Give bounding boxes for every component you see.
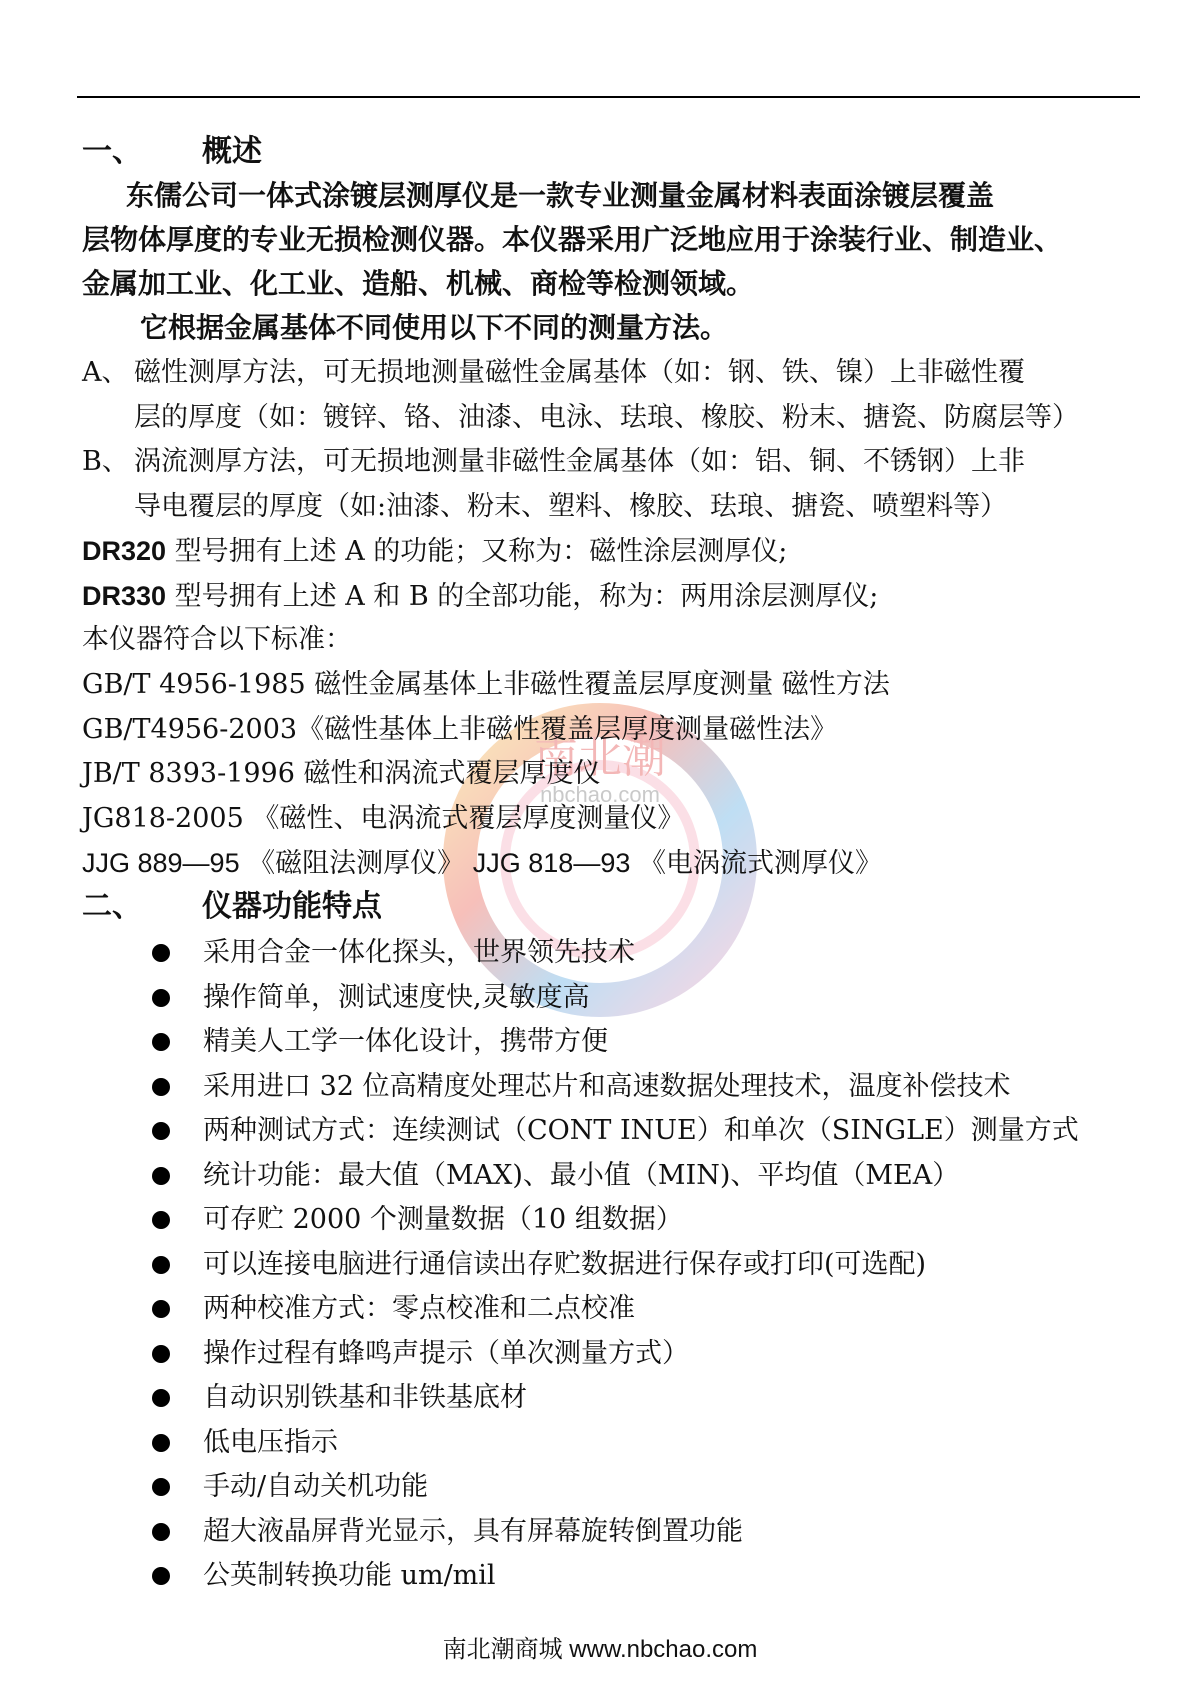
bullet-icon (152, 1523, 170, 1541)
section1-title: 概述 (202, 134, 262, 169)
feature-item: 采用进口 32 位高精度处理芯片和高速数据处理技术，温度补偿技术 (203, 1070, 1011, 1102)
model-dr320-code: DR320 (82, 536, 167, 566)
bullet-icon (152, 989, 170, 1007)
standard-jjg (82, 845, 882, 882)
bullet-icon (152, 1434, 170, 1452)
model-dr330-text: 型号拥有上述 A 和 B 的全部功能，称为：两用涂层测厚仪; (166, 581, 879, 612)
watermark-url-text: nbchao.com (540, 782, 660, 807)
jjg-818-name: 《电涡流式测厚仪》 (630, 848, 882, 879)
model-dr330 (82, 578, 878, 615)
jjg-818-code: JJG 818—93 (472, 848, 631, 878)
method-a (82, 355, 1025, 391)
feature-item: 手动/自动关机功能 (203, 1471, 429, 1502)
feature-item: 操作简单，测试速度快,灵敏度高 (203, 981, 590, 1013)
bullet-icon (152, 1478, 170, 1496)
intro-line-1: 东儒公司一体式涂镀层测厚仪是一款专业测量金属材料表面涂镀层覆盖 (126, 179, 995, 212)
feature-item: 两种校准方式：零点校准和二点校准 (203, 1293, 635, 1324)
bullet-icon (152, 1256, 170, 1274)
bullet-icon (152, 1300, 170, 1318)
footer: 南北潮商城 www.nbchao.com (442, 1636, 758, 1663)
method-a-line2: 层的厚度（如：镀锌、铬、油漆、电泳、珐琅、橡胶、粉末、搪瓷、防腐层等） (134, 402, 1079, 433)
standard-2: GB/T4956-2003《磁性基体上非磁性覆盖层厚度测量磁性法》 (82, 714, 838, 745)
feature-item: 采用合金一体化探头，世界领先技术 (203, 937, 635, 968)
method-b (82, 444, 1025, 480)
bullet-icon (152, 944, 170, 962)
model-dr320 (82, 533, 787, 570)
feature-item: 两种测试方式：连续测试（CONT INUE）和单次（SINGLE）测量方式 (203, 1115, 1079, 1146)
standard-1: GB/T 4956-1985 磁性金属基体上非磁性覆盖层厚度测量 磁性方法 (82, 669, 890, 700)
feature-item: 超大液晶屏背光显示，具有屏幕旋转倒置功能 (203, 1515, 743, 1547)
standard-4: JG818-2005 《磁性、电涡流式覆层厚度测量仪》 (82, 803, 685, 834)
section2-heading (82, 889, 382, 925)
jjg-889-name: 《磁阻法测厚仪》 (239, 848, 473, 879)
method-a-line1: 磁性测厚方法，可无损地测量磁性金属基体（如：钢、铁、镍）上非磁性覆 (134, 357, 1025, 388)
section2-title: 仪器功能特点 (202, 889, 382, 924)
method-b-line2: 导电覆层的厚度（如:油漆、粉末、塑料、橡胶、珐琅、搪瓷、喷塑料等） (134, 491, 1008, 522)
feature-item: 自动识别铁基和非铁基底材 (203, 1382, 527, 1413)
feature-item: 可以连接电脑进行通信读出存贮数据进行保存或打印(可选配) (203, 1248, 927, 1280)
feature-item: 公英制转换功能 um/mil (203, 1560, 496, 1591)
section1-number: 一、 (82, 134, 142, 169)
feature-item: 操作过程有蜂鸣声提示（单次测量方式） (203, 1337, 689, 1369)
standards-title: 本仪器符合以下标准： (82, 624, 352, 655)
model-dr330-code: DR330 (82, 581, 167, 611)
standard-3: JB/T 8393-1996 磁性和涡流式覆层厚度仪 (82, 758, 601, 789)
bullet-icon (152, 1078, 170, 1096)
feature-item: 可存贮 2000 个测量数据（10 组数据） (203, 1204, 683, 1235)
method-a-prefix: A、 (82, 357, 129, 388)
method-b-prefix: B、 (82, 446, 129, 477)
feature-item: 精美人工学一体化设计，携带方便 (203, 1026, 608, 1057)
header-rule (77, 96, 1140, 98)
bullet-icon (152, 1567, 170, 1585)
bullet-icon (152, 1122, 170, 1140)
feature-item: 低电压指示 (203, 1426, 338, 1458)
intro-line-2: 层物体厚度的专业无损检测仪器。本仪器采用广泛地应用于涂装行业、制造业、 (82, 223, 1063, 256)
bullet-icon (152, 1389, 170, 1407)
section1-heading (82, 134, 262, 170)
feature-item: 统计功能：最大值（MAX)、最小值（MIN)、平均值（MEA） (203, 1159, 960, 1191)
watermark-logo-text: 南北潮 (534, 732, 666, 783)
bullet-icon (152, 1211, 170, 1229)
bullet-icon (152, 1345, 170, 1363)
intro-line-4: 它根据金属基体不同使用以下不同的测量方法。 (140, 311, 729, 344)
section2-number: 二、 (82, 889, 142, 924)
method-b-line1: 涡流测厚方法，可无损地测量非磁性金属基体（如：铝、铜、不锈钢）上非 (134, 446, 1025, 477)
bullet-icon (152, 1167, 170, 1185)
bullet-icon (152, 1033, 170, 1051)
model-dr320-text: 型号拥有上述 A 的功能；又称为：磁性涂层测厚仪; (166, 536, 788, 567)
intro-line-3: 金属加工业、化工业、造船、机械、商检等检测领域。 (82, 267, 755, 300)
jjg-889-code: JJG 889—95 (82, 848, 240, 878)
